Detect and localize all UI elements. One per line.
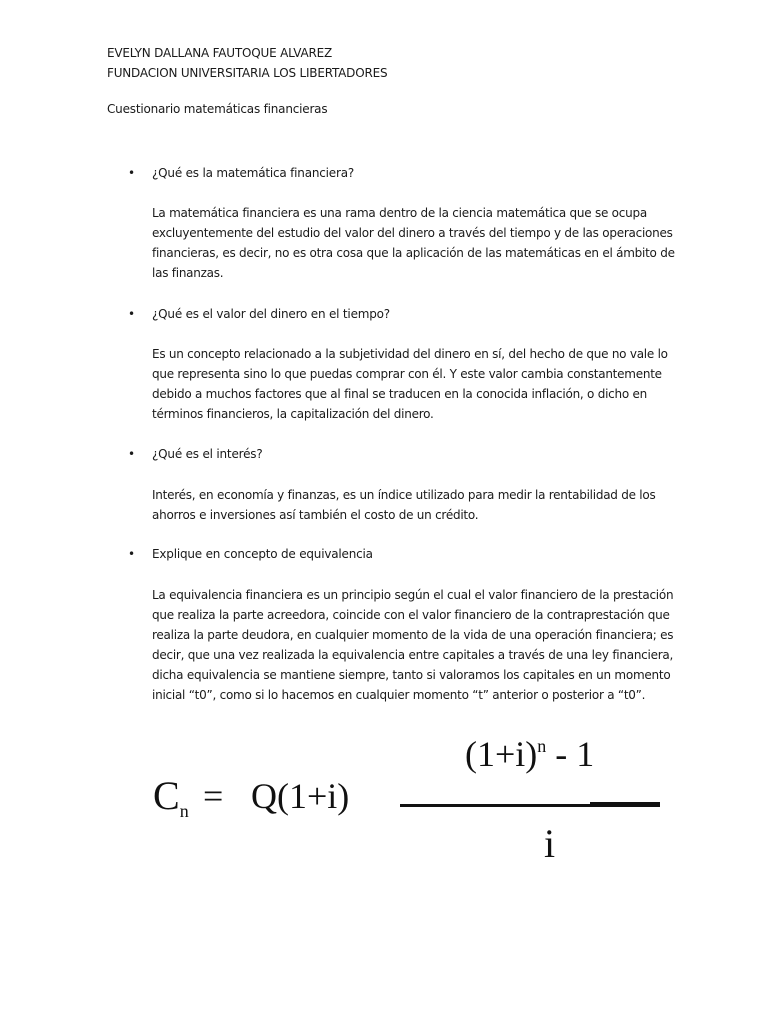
- formula-equals: =: [203, 776, 224, 816]
- question-4-text: Explique en concepto de equivalencia: [152, 547, 373, 561]
- answer-line: La equivalencia financiera es un principio según el cual el valor financiero de la prestación: [152, 588, 674, 602]
- bullet-icon: •: [128, 307, 135, 321]
- answer-line: dicha equivalencia se mantiene siempre, tanto si valoramos los capitales en un momento: [152, 668, 671, 682]
- author-name: EVELYN DALLANA FAUTOQUE ALVAREZ: [107, 46, 333, 60]
- answer-line: que representa sino lo que puedas comprar con él. Y este valor cambia constantemente: [152, 367, 662, 381]
- question-2-text: ¿Qué es el valor del dinero en el tiempo?: [152, 307, 390, 321]
- answer-line: decir, que una vez realizada la equivalencia entre capitales a través de una ley financiera,: [152, 648, 674, 662]
- answer-line: ahorros e inversiones así también el costo de un crédito.: [152, 508, 479, 522]
- formula-numerator-exponent: n: [537, 736, 547, 756]
- formula-lhs-subscript: n: [179, 801, 189, 821]
- fraction-bar-end: [590, 802, 660, 807]
- answer-line: que realiza la parte acreedora, coincide con el valor financiero de la contraprestación que: [152, 608, 670, 622]
- formula-denominator: i: [544, 821, 556, 866]
- question-1-text: ¿Qué es la matemática financiera?: [152, 166, 355, 180]
- answer-line: inicial “t0”, como si lo hacemos en cualquier momento “t” anterior o posterior a “t0”.: [152, 688, 646, 702]
- formula-numerator: [465, 730, 594, 784]
- answer-line: términos financieros, la capitalización del dinero.: [152, 407, 434, 421]
- bullet-icon: •: [128, 547, 135, 561]
- answer-line: debido a muchos factores que al final se traducen en la conocida inflación, o dicho en: [152, 387, 648, 401]
- question-3-text: ¿Qué es el interés?: [152, 447, 263, 461]
- answer-line: realiza la parte deudora, en cualquier momento de la vida de una operación financiera; es: [152, 628, 674, 642]
- formula-lhs: [153, 772, 189, 827]
- bullet-icon: •: [128, 447, 135, 461]
- bullet-icon: •: [128, 166, 135, 180]
- answer-line: financieras, es decir, no es otra cosa que la aplicación de las matemáticas en el ámbito de: [152, 246, 675, 260]
- institution-name: FUNDACION UNIVERSITARIA LOS LIBERTADORES: [107, 66, 388, 80]
- answer-line: las finanzas.: [152, 266, 224, 280]
- document-title: Cuestionario matemáticas financieras: [107, 102, 328, 116]
- answer-line: excluyentemente del estudio del valor del dinero a través del tiempo y de las operaciones: [152, 226, 673, 240]
- answer-line: La matemática financiera es una rama dentro de la ciencia matemática que se ocupa: [152, 206, 647, 220]
- formula-numerator-base: (1+i): [465, 734, 538, 774]
- formula-factor: Q(1+i): [251, 776, 350, 816]
- answer-line: Es un concepto relacionado a la subjetividad del dinero en sí, del hecho de que no vale lo: [152, 347, 668, 361]
- formula-lhs-symbol: C: [153, 773, 180, 818]
- formula-numerator-tail: - 1: [555, 734, 595, 774]
- answer-line: Interés, en economía y finanzas, es un índice utilizado para medir la rentabilidad de los: [152, 488, 656, 502]
